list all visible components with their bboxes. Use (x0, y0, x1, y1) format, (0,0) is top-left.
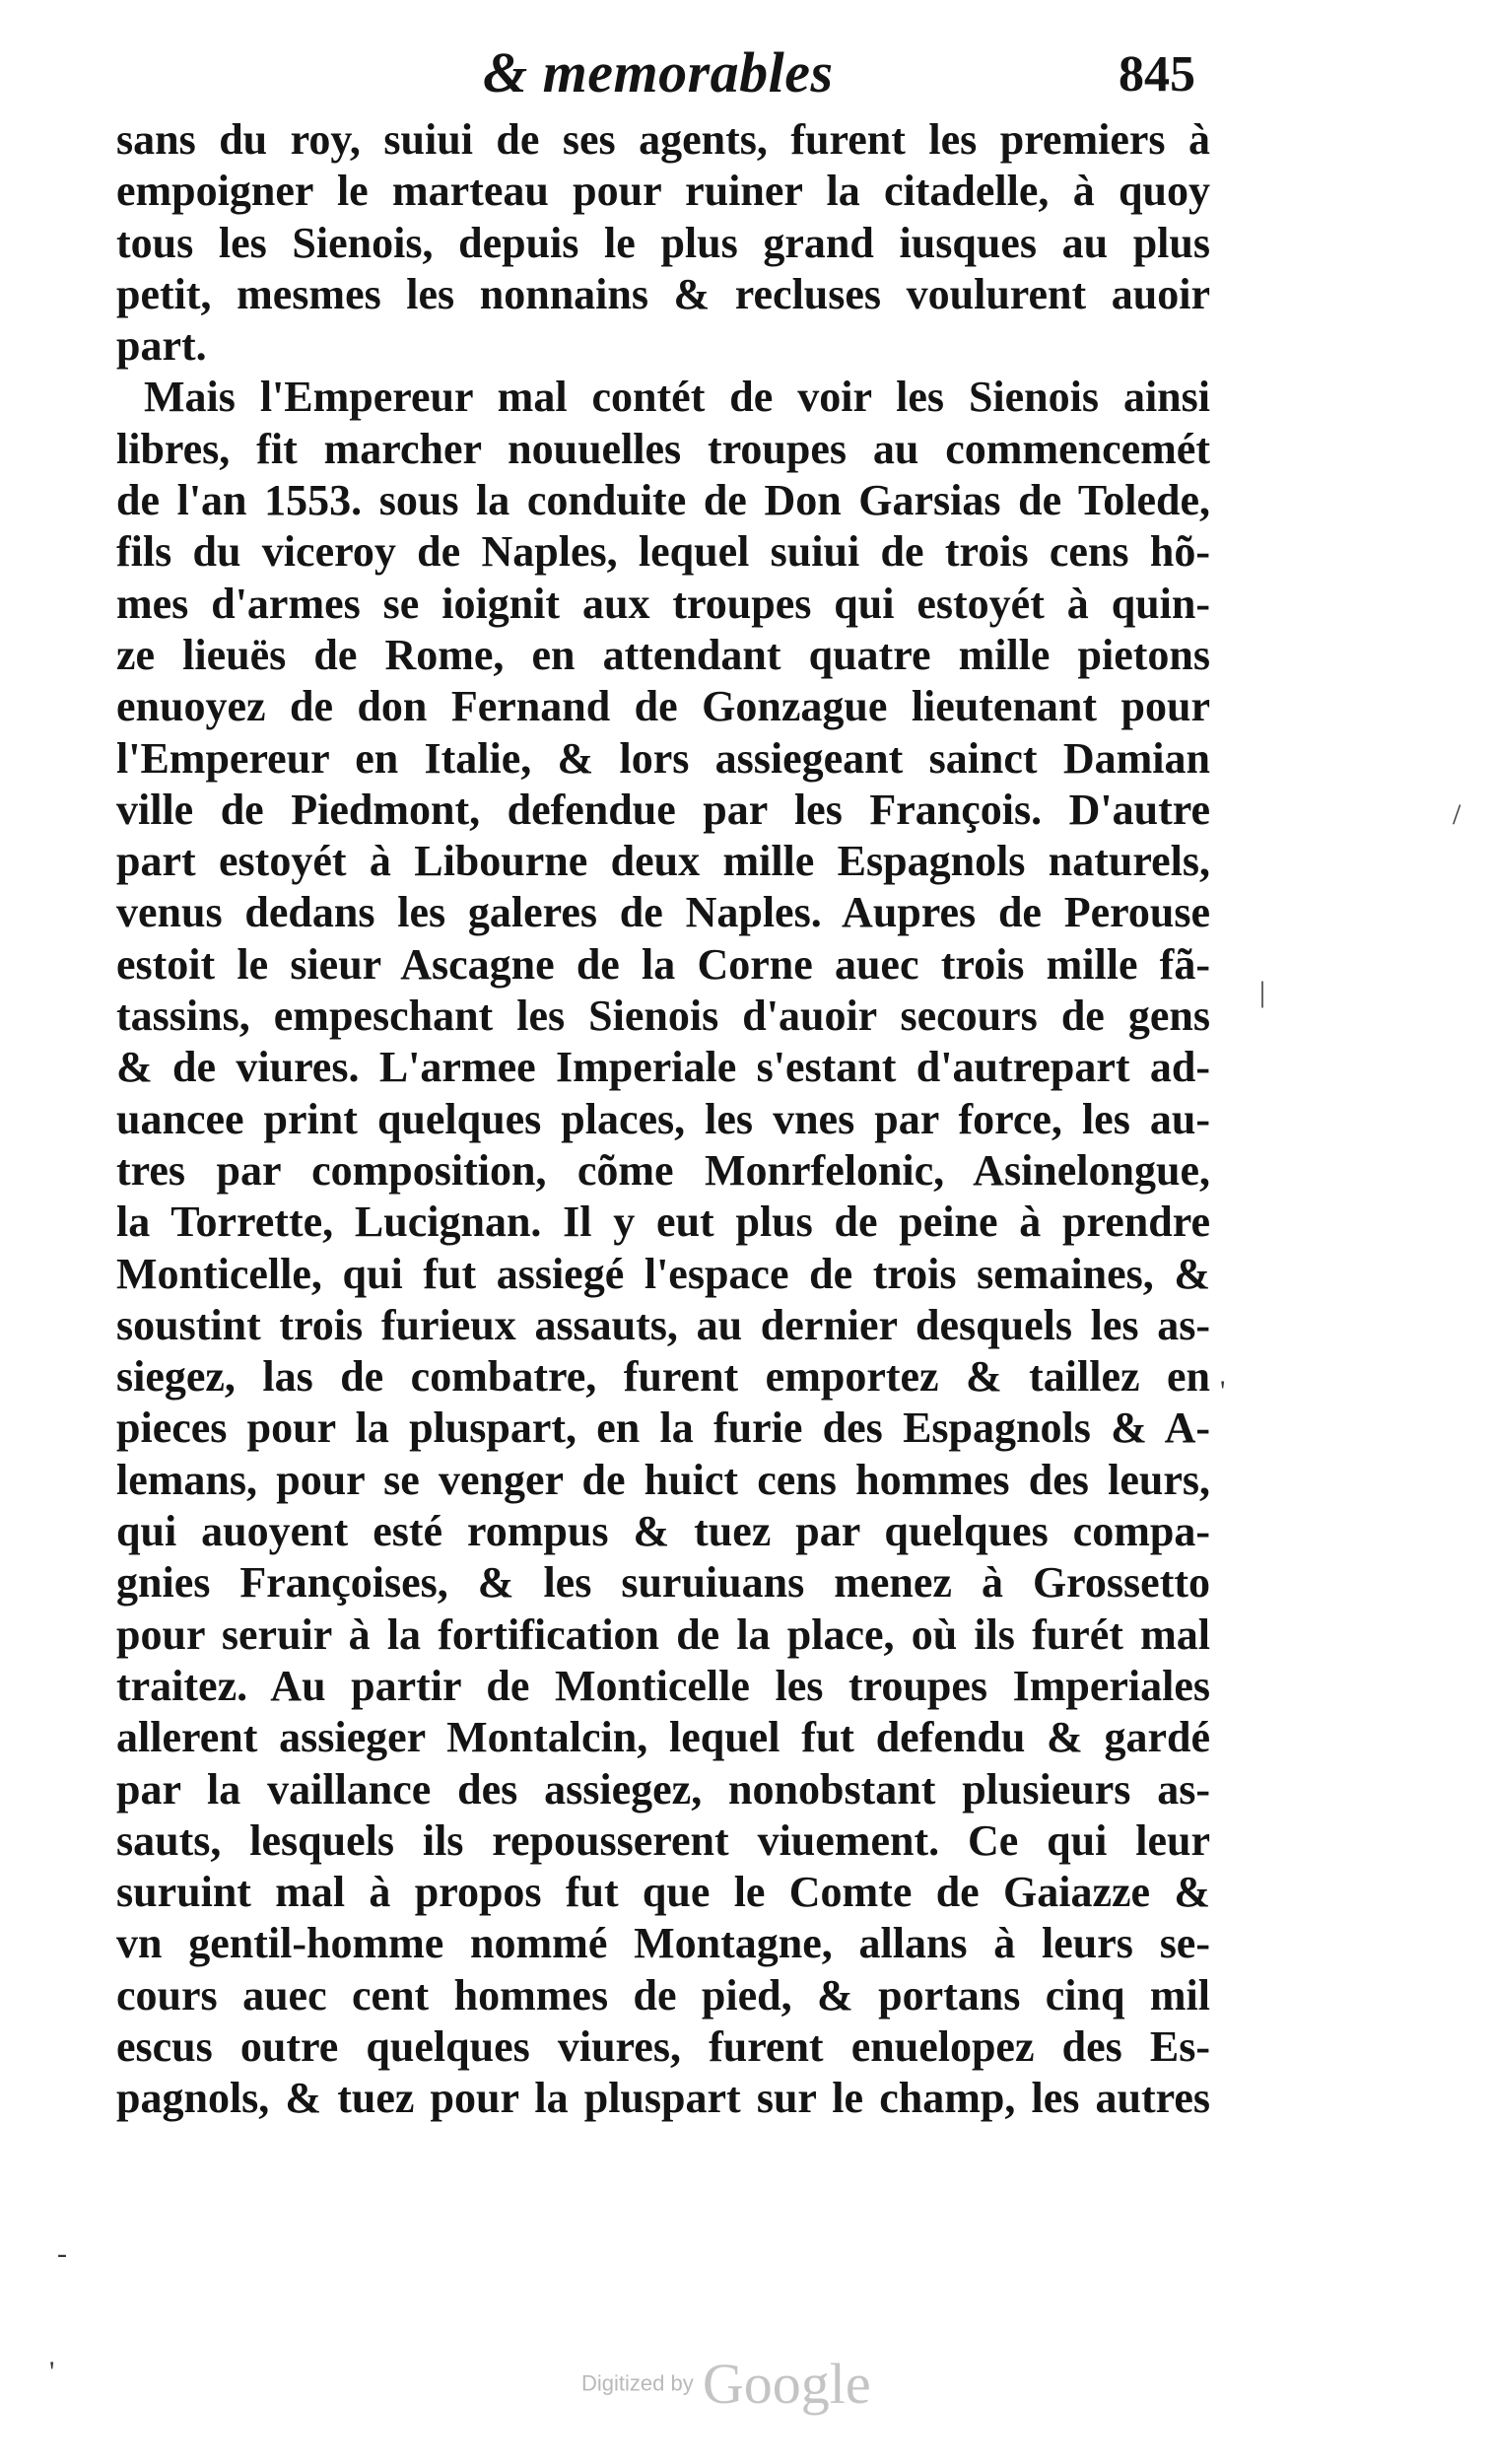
google-logo: Google (702, 2352, 871, 2416)
text-line: sans du roy, suiui de ses agents, furent les premiers à (116, 115, 1210, 164)
text-line: tassins, empeschant les Sienois d'auoir secours de gens (116, 992, 1210, 1041)
text-line: gnies Françoises, & les suruiuans menez à Grossetto (116, 1558, 1210, 1608)
text-line: ze lieuës de Rome, en attendant quatre mille pietons (116, 630, 1210, 679)
text-line: qui auoyent esté rompus & tuez par quelques compa- (116, 1507, 1210, 1556)
text-line: vn gentil-homme nommé Montagne, allans à leurs se- (116, 1919, 1210, 1968)
text-line: l'Empereur en Italie, & lors assiegeant sainct Damian (116, 733, 1210, 783)
scan-mark: / (1453, 798, 1461, 831)
page-header (0, 35, 1493, 114)
text-line: pour seruir à la fortification de la place, où ils furét mal (116, 1609, 1210, 1659)
digitized-watermark (581, 2351, 871, 2417)
text-line: sauts, lesquels ils repousserent viuement. Ce qui leur (116, 1815, 1210, 1865)
text-line: part. (116, 321, 207, 371)
scan-mark: ' (49, 2356, 55, 2388)
digitized-by-label: Digitized by (581, 2370, 694, 2396)
text-line: ville de Piedmont, defendue par les François. D'autre (116, 785, 1210, 834)
text-line: allerent assieger Montalcin, lequel fut defendu & gardé (116, 1713, 1210, 1762)
text-line: tres par composition, cõme Monrfelonic, Asinelongue, (116, 1145, 1210, 1195)
text-line: traitez. Au partir de Monticelle les troupes Imperiales (116, 1661, 1210, 1710)
text-line: cours auec cent hommes de pied, & portans cinq mil (116, 1970, 1210, 2019)
page-number: 845 (1119, 46, 1195, 103)
text-line: & de viures. L'armee Imperiale s'estant d'autrepart ad- (116, 1043, 1210, 1092)
running-head: & memorables (483, 40, 834, 104)
text-line: enuoyez de don Fernand de Gonzague lieutenant pour (116, 682, 1210, 731)
text-line: mes d'armes se ioignit aux troupes qui estoyét à quin- (116, 579, 1210, 628)
text-line: la Torrette, Lucignan. Il y eut plus de peine à prendre (116, 1198, 1210, 1247)
text-line: par la vaillance des assiegez, nonobstant plusieurs as- (116, 1764, 1210, 1814)
text-line: pagnols, & tuez pour la pluspart sur le champ, les autres (116, 2074, 1210, 2123)
scan-mark: - (57, 2237, 67, 2270)
text-line: soustint trois furieux assauts, au dernier desquels les as- (116, 1300, 1210, 1349)
text-line: Monticelle, qui fut assiegé l'espace de trois semaines, & (116, 1249, 1210, 1298)
text-line: empoigner le marteau pour ruiner la citadelle, à quoy (116, 167, 1210, 216)
text-line: siegez, las de combatre, furent emportez & taillez en (116, 1352, 1210, 1402)
scan-mark: | (1259, 976, 1266, 1008)
text-line: estoit le sieur Ascagne de la Corne auec trois mille fã- (116, 939, 1210, 989)
text-line: libres, fit marcher nouuelles troupes au commencemét (116, 424, 1210, 473)
text-line: pieces pour la pluspart, en la furie des Espagnols & A- (116, 1403, 1210, 1453)
text-line: fils du viceroy de Naples, lequel suiui de trois cens hõ- (116, 527, 1210, 577)
text-line: escus outre quelques viures, furent enuelopez des Es- (116, 2021, 1210, 2071)
text-line: uancee print quelques places, les vnes par force, les au- (116, 1094, 1210, 1143)
text-line: lemans, pour se venger de huict cens hommes des leurs, (116, 1455, 1210, 1504)
text-line: part estoyét à Libourne deux mille Espagnols naturels, (116, 837, 1210, 886)
text-line: petit, mesmes les nonnains & recluses voulurent auoir (116, 269, 1210, 318)
text-line: de l'an 1553. sous la conduite de Don Garsias de Tolede, (116, 476, 1210, 525)
text-line: tous les Sienois, depuis le plus grand iusques au plus (116, 218, 1210, 267)
body-text (116, 114, 1210, 2125)
scan-mark: ' (1220, 1375, 1226, 1407)
text-line: suruint mal à propos fut que le Comte de Gaiazze & (116, 1868, 1210, 1917)
text-line: venus dedans les galeres de Naples. Aupres de Perouse (116, 888, 1210, 937)
text-line: Mais l'Empereur mal contét de voir les Sienois ainsi (144, 373, 1210, 422)
